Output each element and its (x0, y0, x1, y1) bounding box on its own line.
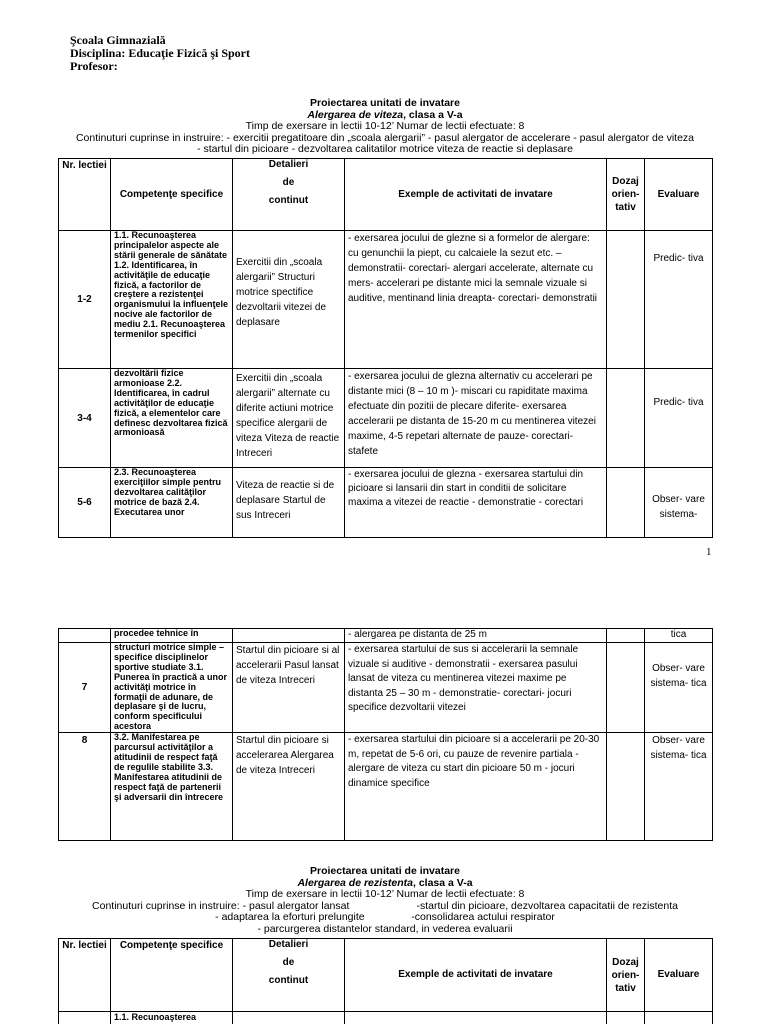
detalieri-cell: Viteza de reactie si de deplasare Startul de sus Intreceri (233, 468, 345, 538)
table-row (59, 468, 713, 538)
unit1-content-line2: - startul din picioare - dezvoltarea calitatilor motrice viteza de reactie si deplasare (197, 143, 573, 156)
col-dozaj: Dozaj orien-tativ (607, 939, 645, 1012)
exemple-cell (345, 1012, 607, 1024)
lesson-number (59, 1012, 111, 1024)
lesson-number (59, 629, 111, 643)
lesson-number: 3-4 (59, 369, 111, 468)
col-exemple: Exemple de activitati de invatare (345, 159, 607, 231)
col-nr-lectiei: Nr. lectiei (59, 939, 111, 1012)
exemple-cell: - exersarea jocului de glezna alternativ cu accelerari pe distante mici (8 – 10 m )- miscari cu rapiditate maxima efectuate din pozitii de plecare diferite- exersarea accelerarii pe distanta de 15-20 m cu mentinerea vitezei maxime, 4-5 repetari alternate de pauze- corectari- stafete (345, 369, 607, 468)
evaluare-cell: tica (645, 629, 713, 643)
col-exemple: Exemple de activitati de invatare (345, 939, 607, 1012)
col-detalieri: Detalieri de continut (233, 939, 345, 1012)
unit1-title-block (58, 98, 712, 156)
unit1-time-line: Timp de exersare in lectii 10-12’ Numar de lectii efectuate: 8 (245, 120, 525, 133)
lesson-table-3 (58, 938, 713, 1024)
table-row (59, 1012, 713, 1024)
col-evaluare: Evaluare (645, 159, 713, 231)
exemple-cell: - exersarea startului din picioare si a accelerarii pe 20-30 m, repetat de 5-6 ori, cu pauze de revenire partiala - alergare de viteza cu start din picioare 50 m - jocuri dinamice specifice (345, 733, 607, 841)
detalieri-cell: Exercitii din „scoala alergarii” alternate cu diferite actiuni motrice specifice alergarii de viteza Viteza de reactie Intreceri (233, 369, 345, 468)
evaluare-cell: Obser- vare sistema- tica (645, 643, 713, 733)
competente-cell: 1.1. Recunoaşterea principalelor aspecte ale stării generale de sănătate 1.2. Identificarea, în activităţile de educaţie fizică, a factorilor de creştere a rezistenţei organismului la influenţele nocive ale factorilor de mediu 2.1. Recunoaşterea termenilor specifici (111, 231, 233, 369)
evaluare-cell (645, 1012, 713, 1024)
document-header (70, 34, 250, 73)
unit2-title: Proiectarea unitati de invatare (310, 865, 460, 877)
dozaj-cell (607, 643, 645, 733)
table-row (59, 733, 713, 841)
exemple-cell: - alergarea pe distanta de 25 m (345, 629, 607, 643)
evaluare-cell: Obser- vare sistema- (645, 468, 713, 538)
school-name: Şcoala Gimnazială (70, 33, 166, 47)
detalieri-cell: Startul din picioare si al accelerarii Pasul lansat de viteza Intreceri (233, 643, 345, 733)
dozaj-cell (607, 1012, 645, 1024)
unit2-content-line1: Continuturi cuprinse in instruire: - pasul alergator lansat -startul din picioare, dezvoltarea capacitatii de rezistenta (92, 899, 678, 912)
col-competente: Competenţe specifice (111, 939, 233, 1012)
unit2-time-line: Timp de exersare in lectii 10-12’ Numar de lectii efectuate: 8 (245, 888, 525, 901)
table-header-row (59, 159, 713, 231)
teacher-label: Profesor: (70, 59, 118, 73)
competente-cell: 1.1. Recunoaşterea (111, 1012, 233, 1024)
discipline-name: Disciplina: Educaţie Fizică şi Sport (70, 46, 250, 60)
col-detalieri: Detalieri de continut (233, 159, 345, 231)
unit1-title: Proiectarea unitati de invatare (310, 97, 460, 109)
exemple-cell: - exersarea startului de sus si accelerarii la semnale vizuale si auditive - demonstratii - exersarea pasului lansat de viteza cu mentinerea vitezei maxime pe distanta 25 – 30 m - demonstratie- corectari- jocuri specifice dezvoltarii vitezei (345, 643, 607, 733)
competente-cell: procedee tehnice în (111, 629, 233, 643)
exemple-cell: - exersarea jocului de glezne si a formelor de alergare: cu genunchii la piept, cu calcaiele la sezut etc. – demonstratii- corectari- alergari accelerate, alternate cu mers- accelerari pe distante mici la semnale vizuale si auditive, mentinand linia dreapta- corectari- demonstratii (345, 231, 607, 369)
competente-cell: dezvoltării fizice armonioase 2.2. Identificarea, în cadrul activităţilor de educaţie fizică, a elementelor care definesc dezvoltarea fizică armonioasă (111, 369, 233, 468)
dozaj-cell (607, 369, 645, 468)
detalieri-cell: Startul din picioare si accelerarea Alergarea de viteza Intreceri (233, 733, 345, 841)
evaluare-cell: Predic- tiva (645, 231, 713, 369)
evaluare-cell: Predic- tiva (645, 369, 713, 468)
table-row (59, 643, 713, 733)
lesson-number: 5-6 (59, 468, 111, 538)
unit2-title-block (58, 866, 712, 936)
unit2-content-line3: - parcurgerea distantelor standard, in vederea evaluarii (257, 922, 513, 935)
table-row (59, 231, 713, 369)
evaluare-cell: Obser- vare sistema- tica (645, 733, 713, 841)
unit1-content-line1: Continuturi cuprinse in instruire: - exercitii pregatitoare din „scoala alergarii” - pasul alergator de accelerare - pasul alergator de viteza (75, 131, 695, 144)
unit1-subtitle: Alergarea de viteza, clasa a V-a (307, 108, 463, 121)
exemple-cell: - exersarea jocului de glezna - exersarea startului din picioare si lansarii din start in conditii de solicitare maxima a vitezei de reactie - demonstratie - corectari (345, 468, 607, 538)
table-row (59, 369, 713, 468)
lesson-number: 7 (59, 643, 111, 733)
detalieri-cell: Exercitii din „scoala alergarii” Structuri motrice spectifice dezvoltarii vitezei de deplasare (233, 231, 345, 369)
lesson-table-2 (58, 628, 713, 841)
competente-cell: 3.2. Manifestarea pe parcursul activităţilor a atitudinii de respect faţă de regulile stabilite 3.3. Manifestarea atitudinii de respect faţă de partenerii şi adversarii din întrecere (111, 733, 233, 841)
dozaj-cell (607, 468, 645, 538)
lesson-number: 8 (59, 733, 111, 841)
unit2-subtitle: Alergarea de rezistenta, clasa a V-a (297, 876, 473, 889)
table-header-row (59, 939, 713, 1012)
dozaj-cell (607, 733, 645, 841)
col-competente: Competenţe specifice (111, 159, 233, 231)
detalieri-cell (233, 1012, 345, 1024)
unit2-content-line2: - adaptarea la eforturi prelungite -consolidarea actului respirator (215, 911, 555, 924)
col-nr-lectiei: Nr. lectiei (59, 159, 111, 231)
lesson-number: 1-2 (59, 231, 111, 369)
table-row (59, 629, 713, 643)
col-dozaj: Dozaj orien-tativ (607, 159, 645, 231)
dozaj-cell (607, 629, 645, 643)
page-number: 1 (706, 546, 712, 558)
competente-cell: 2.3. Recunoaşterea exerciţiilor simple pentru dezvoltarea calităţilor motrice de bază 2.4. Executarea unor (111, 468, 233, 538)
col-evaluare: Evaluare (645, 939, 713, 1012)
lesson-table-1 (58, 158, 713, 538)
competente-cell: structuri motrice simple – specifice disciplinelor sportive studiate 3.1. Punerea în practică a unor activităţi motrice în formaţii de adunare, de deplasare şi de lucru, conform specificului acestora (111, 643, 233, 733)
dozaj-cell (607, 231, 645, 369)
detalieri-cell (233, 629, 345, 643)
